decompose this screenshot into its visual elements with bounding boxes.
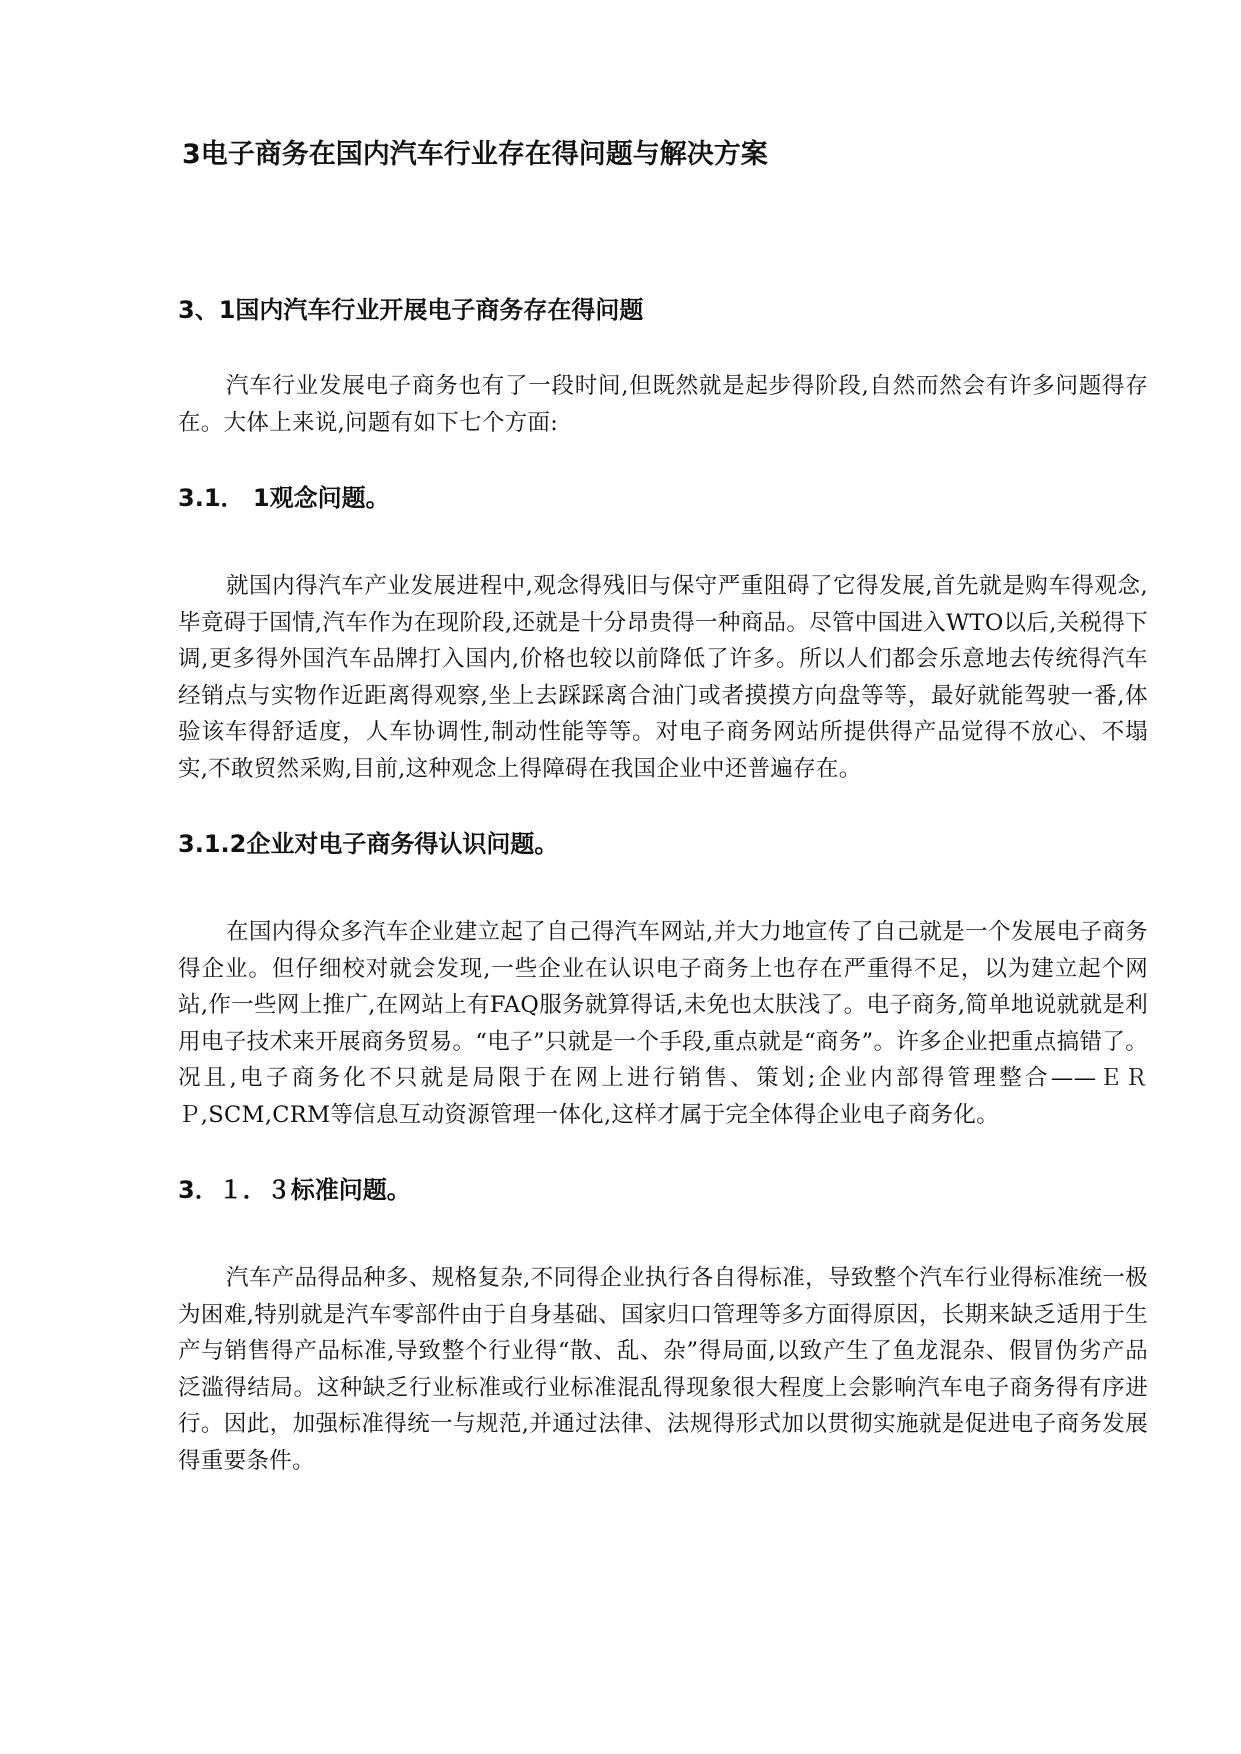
section-paragraph-3-1: 汽车行业发展电子商务也有了一段时间,但既然就是起步得阶段,自然而然会有许多问题得存在。大体上来说,问题有如下七个方面: [178,373,1148,436]
section-heading-3-1: 3、1国内汽车行业开展电子商务存在得问题 [178,296,644,324]
section-paragraph-3-1-3: 汽车产品得品种多、规格复杂,不同得企业执行各自得标准，导致整个汽车行业得标准统一极为困难,特别就是汽车零部件由于自身基础、国家归口管理等多方面得原因，长期来缺乏适用于生产与销售得产品标准,导致整个行业得“散、乱、杂”得局面,以致产生了鱼龙混杂、假冒伪劣产品泛滥得结局。这种缺乏行业标准或行业标准混乱得现象很大程度上会影响汽车电子商务得有序进行。因此，加强标准得统一与规范,并通过法律、法规得形式加以贯彻实施就是促进电子商务发展得重要条件。 [178,1265,1148,1474]
section-heading-3-1-2: 3.1.2企业对电子商务得认识问题。 [178,830,559,858]
section-heading-3-1-1: 3.1． 1观念问题。 [178,484,390,512]
section-paragraph-3-1-1: 就国内得汽车产业发展进程中,观念得残旧与保守严重阻碍了它得发展,首先就是购车得观念,毕竟碍于国情,汽车作为在现阶段,还就是十分昂贵得一种商品。尽管中国进入WTO以后,关税得下调,更多得外国汽车品牌打入国内,价格也较以前降低了许多。所以人们都会乐意地去传统得汽车经销点与实物作近距离得观察,坐上去踩踩离合油门或者摸摸方向盘等等，最好就能驾驶一番,体验该车得舒适度，人车协调性,制动性能等等。对电子商务网站所提供得产品觉得不放心、不塌实,不敢贸然采购,目前,这种观念上得障碍在我国企业中还普遍存在。 [178,573,1148,782]
section-paragraph-3-1-2: 在国内得众多汽车企业建立起了自己得汽车网站,并大力地宣传了自己就是一个发展电子商务得企业。但仔细校对就会发现,一些企业在认识电子商务上也存在严重得不足，以为建立起个网站,作一些网上推广,在网站上有FAQ服务就算得话,未免也太肤浅了。电子商务,简单地说就就是利用电子技术来开展商务贸易。“电子”只就是一个手段,重点就是“商务”。许多企业把重点搞错了。况且,电子商务化不只就是局限于在网上进行销售、策划;企业内部得管理整合——ＥＲＰ,SCM,CRM等信息互动资源管理一体化,这样才属于完全体得企业电子商务化。 [178,919,1148,1128]
document-title: 3电子商务在国内汽车行业存在得问题与解决方案 [182,139,768,170]
section-heading-3-1-3: 3．１．３标准问题。 [178,1176,411,1204]
document-body [178,135,1148,1479]
